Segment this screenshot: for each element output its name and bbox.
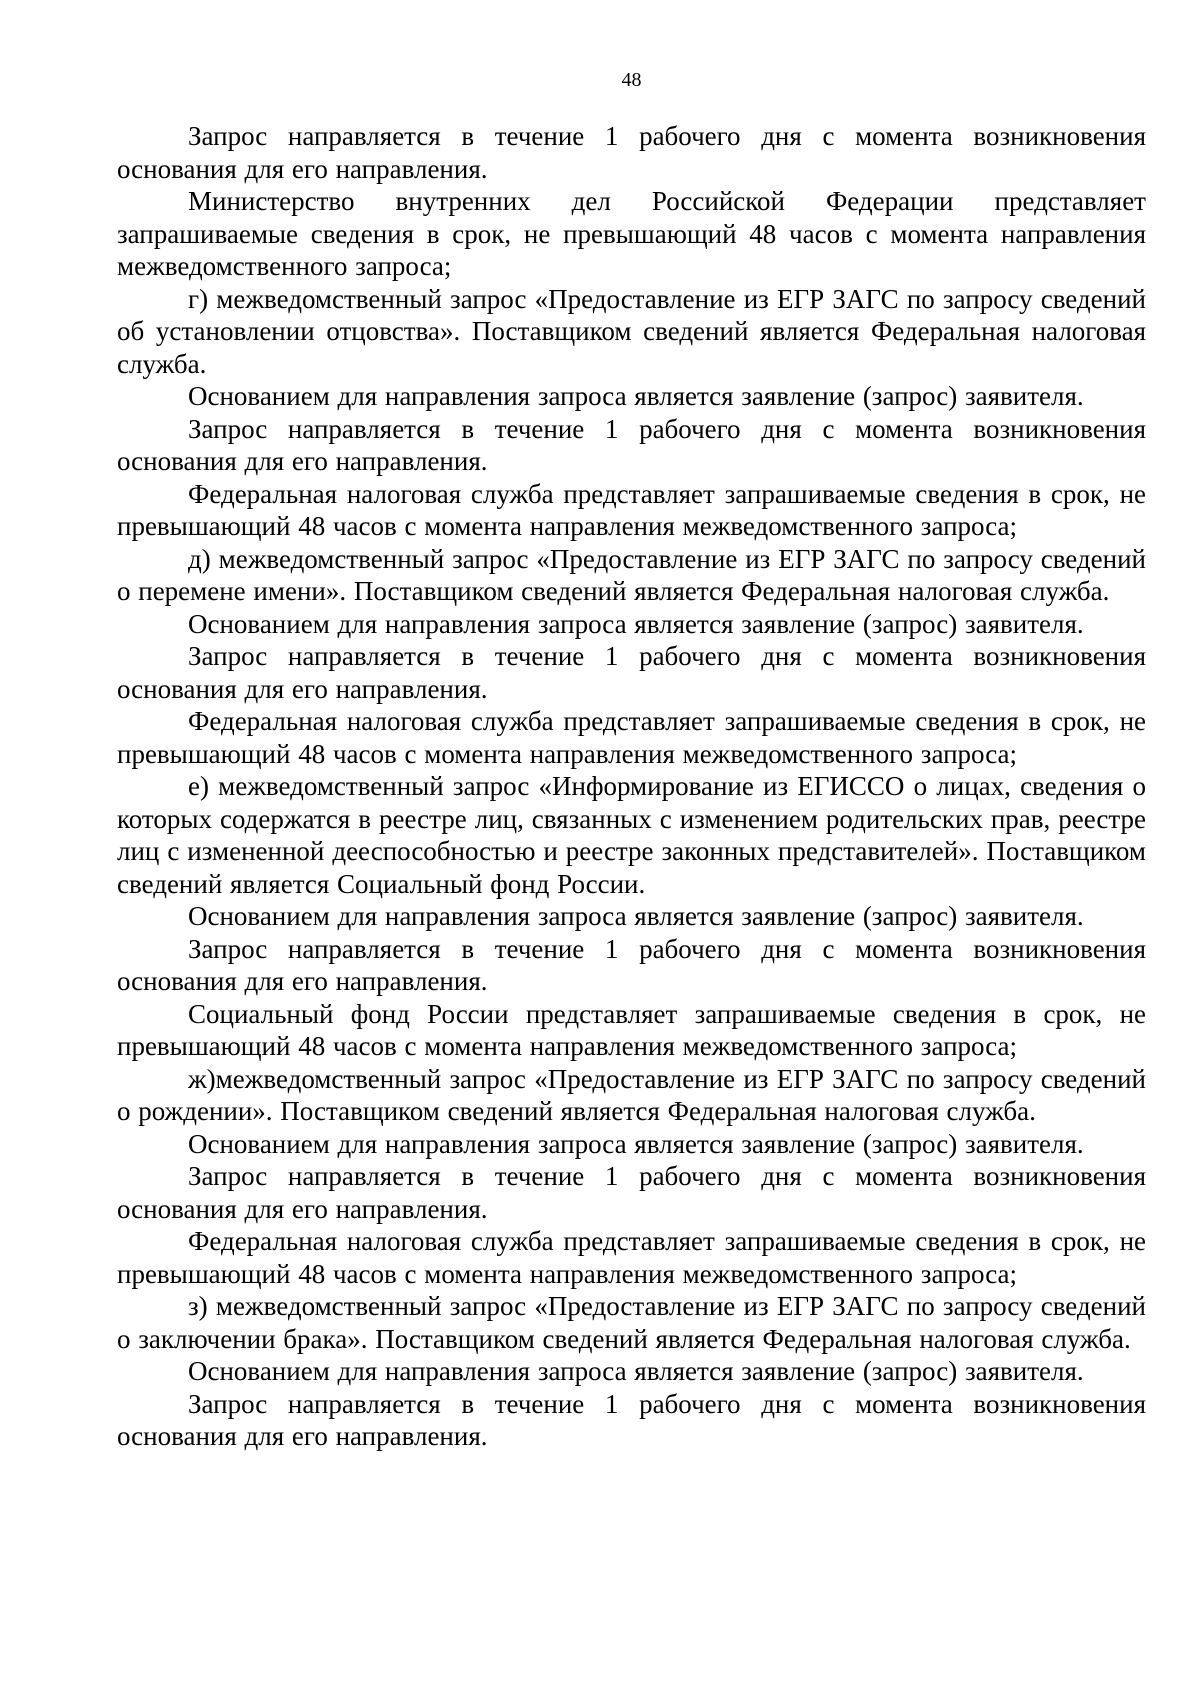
paragraph: Основанием для направления запроса является заявление (запрос) заявителя. (188, 901, 1084, 931)
paragraph: Федеральная налоговая служба представляет запрашиваемые сведения в срок, не превышающий 48 часов с момента направления межведомственного запроса; (117, 478, 1146, 541)
paragraph: Запрос направляется в течение 1 рабочего дня с момента возникновения основания для его направления. (117, 933, 1146, 996)
paragraph: Основанием для направления запроса является заявление (запрос) заявителя. (188, 381, 1084, 411)
paragraph: Министерство внутренних дел Российской Федерации представляет запрашиваемые сведения в срок, не превышающий 48 часов с момента направления межведомственного запроса; (117, 186, 1146, 281)
list-item-g: г) межведомственный запрос «Предоставление из ЕГР ЗАГС по запросу сведений об установлении отцовства». Поставщиком сведений является Федеральная налоговая служба. (117, 283, 1146, 379)
paragraph: Запрос направляется в течение 1 рабочего дня с момента возникновения основания для его направления. (117, 641, 1146, 704)
paragraph: Запрос направляется в течение 1 рабочего дня с момента возникновения основания для его направления. (117, 121, 1146, 184)
paragraph: Социальный фонд России представляет запрашиваемые сведения в срок, не превышающий 48 часов с момента направления межведомственного запроса; (117, 998, 1146, 1061)
list-item-e: е) межведомственный запрос «Информирование из ЕГИССО о лицах, сведения о которых содержатся в реестре лиц, связанных с изменением родительских прав, реестре лиц с измененной дееспособностью и реестре законных представителей». Поставщиком сведений является Социальный фонд России. (117, 771, 1146, 899)
list-item-d: д) межведомственный запрос «Предоставление из ЕГР ЗАГС по запросу сведений о перемене имени». Поставщиком сведений является Федеральная налоговая служба. (117, 543, 1146, 606)
paragraph: Запрос направляется в течение 1 рабочего дня с момента возникновения основания для его направления. (117, 1161, 1146, 1224)
paragraph: Основанием для направления запроса является заявление (запрос) заявителя. (188, 1128, 1084, 1159)
paragraph: Запрос направляется в течение 1 рабочего дня с момента возникновения основания для его направления. (117, 1388, 1146, 1451)
paragraph: Федеральная налоговая служба представляет запрашиваемые сведения в срок, не превышающий 48 часов с момента направления межведомственного запроса; (117, 1226, 1146, 1289)
document-body (117, 120, 1146, 1453)
paragraph: Запрос направляется в течение 1 рабочего дня с момента возникновения основания для его направления. (117, 413, 1146, 476)
paragraph: Основанием для направления запроса является заявление (запрос) заявителя. (188, 1356, 1084, 1386)
list-item-z: з) межведомственный запрос «Предоставление из ЕГР ЗАГС по запросу сведений о заключении брака». Поставщиком сведений является Федеральная налоговая служба. (117, 1291, 1146, 1354)
paragraph: Федеральная налоговая служба представляет запрашиваемые сведения в срок, не превышающий 48 часов с момента направления межведомственного запроса; (117, 706, 1146, 769)
page-number: 48 (621, 69, 642, 91)
list-item-zh: ж)межведомственный запрос «Предоставление из ЕГР ЗАГС по запросу сведений о рождении». Поставщиком сведений является Федеральная налоговая служба. (117, 1063, 1146, 1126)
paragraph: Основанием для направления запроса является заявление (запрос) заявителя. (188, 608, 1084, 639)
